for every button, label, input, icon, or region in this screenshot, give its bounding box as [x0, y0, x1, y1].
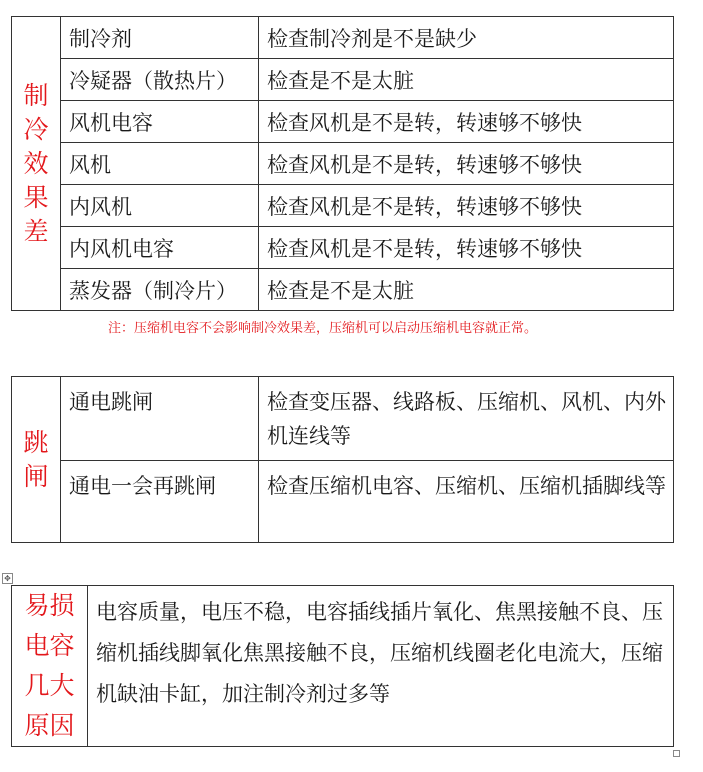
category-char: 果	[23, 182, 49, 212]
tripping-table	[11, 376, 674, 543]
table-resize-handle[interactable]	[673, 750, 680, 757]
component-cell: 内风机	[61, 185, 259, 227]
component-cell: 蒸发器（制冷片）	[61, 269, 259, 311]
component-cell: 风机	[61, 143, 259, 185]
table-row	[12, 101, 674, 143]
check-cell: 检查风机是不是转，转速够不够快	[259, 185, 674, 227]
category-char: 冷	[23, 114, 49, 144]
component-cell: 内风机电容	[61, 227, 259, 269]
component-cell: 冷疑器（散热片）	[61, 59, 259, 101]
table-move-handle[interactable]: ✥	[2, 573, 13, 584]
category-char: 效	[23, 148, 49, 178]
table-row	[12, 143, 674, 185]
check-cell: 检查是不是太脏	[259, 269, 674, 311]
check-cell: 检查制冷剂是不是缺少	[259, 17, 674, 59]
check-cell: 检查风机是不是转，转速够不够快	[259, 227, 674, 269]
category-char: 制	[23, 80, 49, 110]
capacitor-damage-table	[11, 585, 674, 747]
check-cell: 检查变压器、线路板、压缩机、风机、内外机连线等	[259, 377, 674, 461]
tripping-category-label	[12, 377, 61, 543]
cooling-poor-table	[11, 16, 674, 311]
category-line: 原因	[24, 711, 75, 740]
check-cell: 检查压缩机电容、压缩机、压缩机插脚线等	[259, 461, 674, 543]
category-line: 几大	[24, 671, 75, 700]
component-cell: 风机电容	[61, 101, 259, 143]
component-cell: 通电一会再跳闸	[61, 461, 259, 543]
table-row	[12, 269, 674, 311]
category-char: 跳	[23, 427, 49, 457]
note-text: 注：压缩机电容不会影响制冷效果差，压缩机可以启动压缩机电容就正常。	[108, 321, 538, 336]
component-cell: 制冷剂	[61, 17, 259, 59]
capacitor-reasons-text: 电容质量，电压不稳，电容插线插片氧化、焦黑接触不良、压缩机插线脚氧化焦黑接触不良，压缩机线圈老化电流大，压缩机缺油卡缸，加注制冷剂过多等	[88, 586, 674, 747]
check-cell: 检查风机是不是转，转速够不够快	[259, 101, 674, 143]
category-char: 差	[23, 216, 49, 246]
table-row	[12, 227, 674, 269]
cooling-category-label	[12, 17, 61, 311]
capacitor-category-label	[12, 586, 88, 747]
check-cell: 检查风机是不是转，转速够不够快	[259, 143, 674, 185]
category-line: 易损	[24, 591, 75, 620]
table-row	[12, 17, 674, 59]
component-cell: 通电跳闸	[61, 377, 259, 461]
table-row	[12, 185, 674, 227]
table-row	[12, 59, 674, 101]
category-line: 电容	[24, 631, 75, 660]
category-char: 闸	[23, 461, 49, 491]
check-cell: 检查是不是太脏	[259, 59, 674, 101]
